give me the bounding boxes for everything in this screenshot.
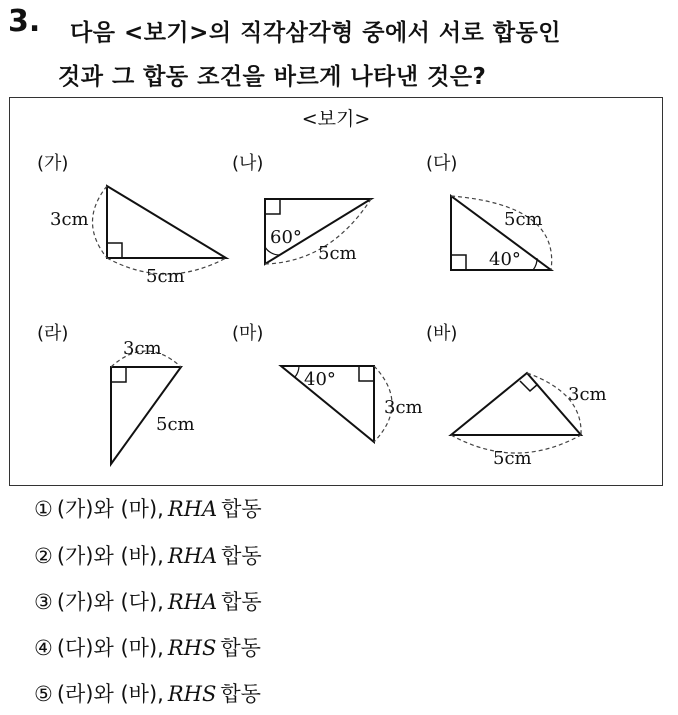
figure-label-da: (다) xyxy=(426,153,458,174)
figure-label-ga: (가) xyxy=(37,153,69,174)
triangle-ga xyxy=(107,186,226,258)
choice-3-pair: (가)와 (다), xyxy=(56,590,164,614)
choice-2-pair: (가)와 (바), xyxy=(56,544,164,568)
right-angle-mark-da xyxy=(451,255,466,270)
question-text-line2: 것과 그 합동 조건을 바르게 나타낸 것은? xyxy=(58,64,487,90)
measure-da-angle: 40° xyxy=(489,249,521,270)
choice-5-marker: ⑤ xyxy=(34,682,53,706)
measure-ra-side-b: 5cm xyxy=(156,414,195,435)
choice-1-pair: (가)와 (마), xyxy=(56,497,164,521)
right-angle-mark-ga xyxy=(107,243,122,258)
choice-4-pair: (다)와 (마), xyxy=(56,636,164,660)
figure-label-na: (나) xyxy=(232,153,264,174)
question-text-line1: 다음 <보기>의 직각삼각형 중에서 서로 합동인 xyxy=(70,20,562,46)
right-angle-mark-ma xyxy=(359,366,374,381)
choice-5-suffix: 합동 xyxy=(220,682,261,706)
choice-4[interactable] xyxy=(34,632,265,662)
figure-label-ra: (라) xyxy=(37,323,69,344)
right-angle-mark-na xyxy=(265,199,280,214)
measure-ga-side-a: 3cm xyxy=(50,209,89,230)
choice-2-marker: ② xyxy=(34,544,53,568)
measure-ra-side-a: 3cm xyxy=(123,338,162,359)
choice-3-suffix: 합동 xyxy=(221,590,262,614)
measure-na-side: 5cm xyxy=(318,243,357,264)
choice-1-marker: ① xyxy=(34,497,53,521)
angle-arc-da xyxy=(533,258,537,270)
dim-arc-ga-vertical xyxy=(93,186,108,258)
measure-ma-side: 3cm xyxy=(384,397,423,418)
choice-4-condition: RHS xyxy=(167,636,217,660)
choice-2-condition: RHA xyxy=(167,544,218,568)
choice-5-condition: RHS xyxy=(167,682,217,706)
angle-arc-ma xyxy=(295,366,299,377)
measure-ma-angle: 40° xyxy=(304,369,336,390)
choice-2-suffix: 합동 xyxy=(221,544,262,568)
example-box-title: <보기> xyxy=(301,108,371,130)
choice-5-pair: (라)와 (바), xyxy=(56,682,164,706)
measure-ba-side-a: 3cm xyxy=(568,384,607,405)
choice-2[interactable] xyxy=(34,540,266,570)
choice-4-suffix: 합동 xyxy=(220,636,261,660)
choice-3[interactable] xyxy=(34,586,266,616)
choice-1-condition: RHA xyxy=(167,497,218,521)
figure-label-ma: (마) xyxy=(232,323,264,344)
choice-3-marker: ③ xyxy=(34,590,53,614)
angle-arc-na xyxy=(265,247,279,255)
measure-ba-side-b: 5cm xyxy=(493,448,532,469)
choice-3-condition: RHA xyxy=(167,590,218,614)
question-number: 3. xyxy=(8,4,41,39)
measure-na-angle: 60° xyxy=(270,227,302,248)
triangle-ba xyxy=(451,373,581,435)
choice-5[interactable] xyxy=(34,678,265,708)
choice-4-marker: ④ xyxy=(34,636,53,660)
measure-da-side: 5cm xyxy=(504,209,543,230)
figure-label-ba: (바) xyxy=(426,323,458,344)
choice-1-suffix: 합동 xyxy=(221,497,262,521)
right-angle-mark-ra xyxy=(111,367,126,382)
measure-ga-side-b: 5cm xyxy=(146,266,185,287)
choice-1[interactable] xyxy=(34,493,266,523)
